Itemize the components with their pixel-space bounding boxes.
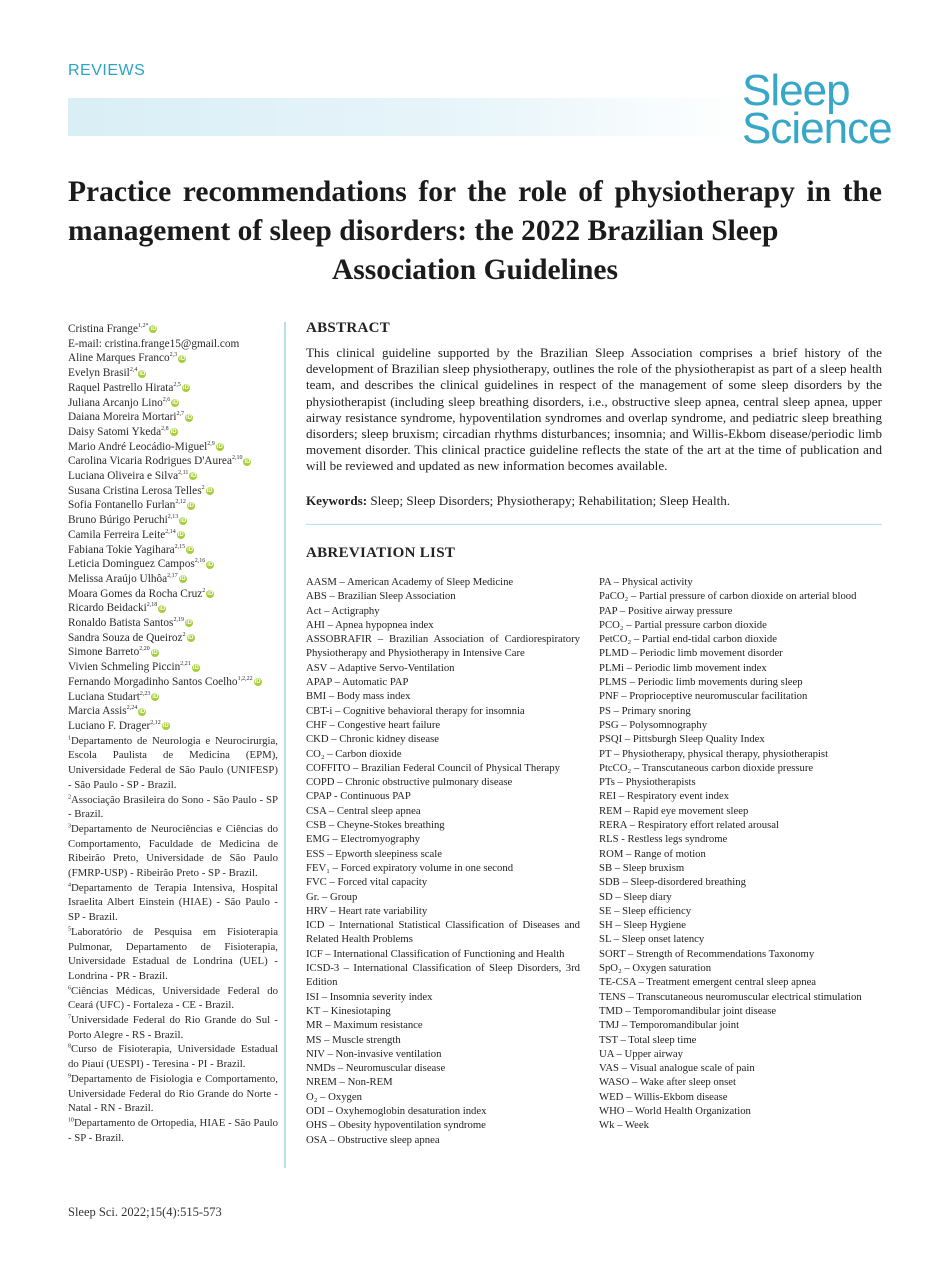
- author-name: [68, 660, 278, 675]
- abbreviation-item: WHO – World Health Organization: [599, 1104, 751, 1117]
- author-affiliation-sup: 2,16: [194, 558, 206, 565]
- author-name: [68, 572, 278, 587]
- affiliation-item: [68, 1116, 278, 1145]
- affiliation-text: Ciências Médicas, Universidade Federal do Ceará (UFC) - Fortaleza - CE - Brazil.: [68, 984, 278, 1012]
- author-name-text: Susana Cristina Lerosa Telles: [68, 484, 202, 497]
- author-name-text: Sandra Souza de Queiroz: [68, 631, 183, 644]
- orcid-icon[interactable]: iD: [151, 649, 158, 656]
- author-affiliation-sup: 2,13: [167, 514, 179, 521]
- orcid-icon[interactable]: iD: [179, 355, 186, 362]
- abbreviation-item: PaCO₂ – Partial pressure of carbon dioxide on arterial blood: [599, 590, 857, 603]
- author-name-text: Aline Marques Franco: [68, 352, 170, 365]
- abbreviation-item: MS – Muscle strength: [306, 1033, 401, 1046]
- author-list: [68, 322, 278, 1145]
- orcid-icon[interactable]: iD: [182, 385, 189, 392]
- orcid-icon[interactable]: iD: [139, 708, 146, 715]
- orcid-icon[interactable]: iD: [207, 561, 214, 568]
- author-name-text: Ricardo Beidacki: [68, 602, 147, 615]
- author-name-text: Fabiana Tokie Yagihara: [68, 543, 175, 556]
- author-name-text: E-mail: cristina.frange15@gmail.com: [68, 337, 240, 350]
- author-affiliation-sup: 2,12: [150, 720, 161, 727]
- author-affiliation-sup: 2,6: [162, 396, 171, 403]
- orcid-icon[interactable]: iD: [206, 488, 213, 495]
- abbreviation-item: Wk – Week: [599, 1119, 649, 1132]
- abbreviation-item: ISI – Insomnia severity index: [306, 990, 433, 1003]
- orcid-icon[interactable]: iD: [180, 517, 187, 524]
- author-name-text: Camila Ferreira Leite: [68, 528, 166, 541]
- affiliation-item: [68, 822, 278, 881]
- abbreviation-item: EMG – Electromyography: [306, 833, 420, 846]
- abbreviation-item: SE – Sleep efficiency: [599, 904, 692, 917]
- abbreviation-item: CSA – Central sleep apnea: [306, 804, 421, 817]
- author-affiliation-sup: 2,19: [173, 617, 184, 624]
- abbreviation-item: COFFITO – Brazilian Federal Council of Physical Therapy: [306, 761, 560, 774]
- abbreviation-item: CO₂ – Carbon dioxide: [306, 747, 402, 760]
- abbreviation-column-2: [599, 575, 872, 1133]
- author-name-text: Bruno Búrigo Peruchi: [68, 514, 168, 527]
- affiliation-number: 9: [68, 1073, 71, 1080]
- author-affiliation-sup: 2,23: [139, 690, 151, 697]
- abbreviation-item: O₂ – Oxygen: [306, 1090, 362, 1103]
- affiliation-item: [68, 1042, 278, 1071]
- abbreviation-item: PA – Physical activity: [599, 576, 693, 588]
- affiliation-text: Associação Brasileira do Sono - São Paulo - SP - Brazil.: [68, 793, 278, 821]
- abbreviation-item: ROM – Range of motion: [599, 847, 706, 860]
- abbreviation-item: PTs – Physiotherapists: [599, 776, 696, 789]
- author-name: [68, 454, 278, 469]
- column-divider: [284, 322, 286, 1168]
- orcid-icon[interactable]: iD: [162, 723, 169, 730]
- author-name: [68, 469, 278, 484]
- author-affiliation-sup: 2: [202, 587, 206, 594]
- abbreviation-item: TENS – Transcutaneous neuromuscular electrical stimulation: [599, 990, 862, 1003]
- author-affiliation-sup: 2,4: [129, 367, 138, 374]
- author-name-text: Leticia Dominguez Campos: [68, 558, 195, 571]
- orcid-icon[interactable]: iD: [187, 546, 194, 553]
- abstract-heading: ABSTRACT: [306, 320, 391, 336]
- affiliation-number: 4: [68, 882, 71, 889]
- abbreviation-item: CBT-i – Cognitive behavioral therapy for insomnia: [306, 704, 525, 717]
- abstract-body: This clinical guideline supported by the Brazilian Sleep Association comprises a brief history of the development of Brazilian sleep physiotherapy, outlines the role of the physiotherapist as part of a sleep health team, and describes the clinical guidelines in respect of the management of some sleep disorders by the physiotherapist (including sleep breathing disorders, i.e., obstructive sleep apnea, central sleep apnea, upper airway resistance syndrome, hypoventilation syndromes and overlap syndrome, and pediatric sleep breathing disorders; sleep bruxism; circadian rhythms disturbances; insomnia; and Willis-Ekbom disease/periodic limb movement disorder. This clinical practice guideline reflects the state of the art at the time of publication and will be reviewed and updated as new information becomes available.: [306, 345, 882, 474]
- author-name: [68, 690, 278, 705]
- author-affiliation-sup: 2: [182, 632, 186, 638]
- abbreviation-item: SpO₂ – Oxygen saturation: [599, 962, 712, 975]
- abbreviation-item: PSQI – Pittsburgh Sleep Quality Index: [599, 733, 765, 746]
- author-name: [68, 587, 278, 602]
- author-name: [68, 425, 278, 440]
- author-name-text: Moara Gomes da Rocha Cruz: [68, 587, 203, 600]
- author-affiliation-sup: 2,18: [146, 602, 158, 609]
- affiliation-item: [68, 925, 278, 984]
- affiliation-item: [68, 881, 278, 925]
- author-name: [68, 322, 278, 337]
- abbreviation-item: ICD – International Statistical Classification of Diseases and Related Health Problems: [306, 919, 580, 946]
- orcid-icon[interactable]: iD: [139, 370, 146, 377]
- abbreviation-heading: ABREVIATION LIST: [306, 545, 456, 561]
- author-name-text: Daiana Moreira Mortari: [68, 411, 177, 424]
- orcid-icon[interactable]: iD: [187, 502, 194, 509]
- article-title: [68, 173, 882, 290]
- abbreviation-item: TE-CSA – Treatment emergent central sleep apnea: [599, 976, 817, 989]
- journal-logo-line1: Sleep: [742, 66, 850, 115]
- author-name: [68, 366, 278, 381]
- author-name-text: Sofia Fontanello Furlan: [68, 499, 176, 512]
- author-name: [68, 704, 278, 719]
- author-affiliation-sup: 1,2*: [137, 323, 149, 330]
- author-name: [68, 675, 278, 690]
- abbreviation-item: OHS – Obesity hypoventilation syndrome: [306, 1119, 486, 1132]
- orcid-icon[interactable]: iD: [207, 591, 214, 598]
- author-affiliation-sup: 2: [201, 484, 205, 491]
- abbreviation-item: CSB – Cheyne-Stokes breathing: [306, 819, 445, 832]
- abbreviation-item: AHI – Apnea hypopnea index: [306, 618, 434, 631]
- author-name-text: Marcia Assis: [68, 705, 127, 718]
- affiliation-number: 6: [68, 985, 71, 992]
- abbreviation-item: PLMD – Periodic limb movement disorder: [599, 647, 783, 660]
- abbreviation-item: Act – Actigraphy: [306, 604, 380, 617]
- affiliation-text: Departamento de Ortopedia, HIAE - São Paulo - SP - Brazil.: [68, 1116, 278, 1144]
- abbreviation-item: PT – Physiotherapy, physical therapy, physiotherapist: [599, 747, 829, 760]
- author-name: [68, 616, 278, 631]
- affiliation-list: [68, 734, 278, 1146]
- affiliation-text: Departamento de Neurociências e Ciências do Comportamento, Faculdade de Medicina de Ribeirão Preto, Universidade de São Paulo (FMRP-USP) - Ribeirão Preto - SP - Brazil.: [68, 822, 278, 880]
- affiliation-text: Curso de Fisioterapia, Universidade Estadual do Piauí (UESPI) - Teresina - PI - Brazil.: [68, 1043, 278, 1071]
- abbreviation-item: CKD – Chronic kidney disease: [306, 733, 439, 746]
- author-name: [68, 484, 278, 499]
- author-affiliation-sup: 2,3: [169, 352, 178, 359]
- author-name-text: Luciano F. Drager: [68, 719, 151, 732]
- abbreviation-item: PCO₂ – Partial pressure carbon dioxide: [599, 618, 767, 631]
- abbreviation-item: BMI – Body mass index: [306, 690, 411, 703]
- author-name: [68, 528, 278, 543]
- abbreviation-item: ASSOBRAFIR – Brazilian Association of Cardiorespiratory Physiotherapy and Physiotherapy in Intensive Care: [306, 633, 580, 660]
- section-divider: [306, 524, 882, 525]
- affiliation-text: Departamento de Neurologia e Neurocirurgia, Escola Paulista de Medicina (EPM), Universidade Federal de São Paulo (UNIFESP) - São Paulo - SP - Brazil.: [68, 734, 278, 791]
- affiliation-number: 1: [68, 735, 71, 742]
- affiliation-text: Universidade Federal do Rio Grande do Sul - Porto Alegre - RS - Brazil.: [68, 1014, 278, 1041]
- author-name: [68, 557, 278, 572]
- author-affiliation-sup: 2,12: [175, 499, 186, 506]
- author-name-text: Cristina Frange: [68, 323, 138, 335]
- author-name: [68, 631, 278, 646]
- orcid-icon[interactable]: iD: [170, 429, 177, 436]
- affiliation-item: [68, 734, 278, 793]
- abbreviation-item: SD – Sleep diary: [599, 890, 672, 903]
- abbreviation-item: ASV – Adaptive Servo-Ventilation: [306, 661, 455, 674]
- author-name: [68, 543, 278, 558]
- abbreviation-item: NREM – Non-REM: [306, 1076, 393, 1089]
- abbreviation-item: PtcCO₂ – Transcutaneous carbon dioxide pressure: [599, 761, 814, 774]
- author-affiliation-sup: 2,24: [126, 705, 138, 712]
- abbreviation-item: RLS - Restless legs syndrome: [599, 833, 728, 846]
- author-name-text: Fernando Morgadinho Santos Coelho: [68, 675, 238, 688]
- abbreviation-item: FEV₁ – Forced expiratory volume in one second: [306, 861, 514, 874]
- article-title-last: Association Guidelines: [331, 254, 619, 286]
- orcid-icon[interactable]: iD: [172, 399, 179, 406]
- author-name-text: Ronaldo Batista Santos: [68, 617, 174, 630]
- affiliation-item: [68, 1013, 278, 1042]
- author-name-text: Daisy Satomi Ykeda: [68, 425, 162, 438]
- affiliation-number: 10: [68, 1117, 74, 1124]
- abbreviation-item: TMD – Temporomandibular joint disease: [599, 1004, 777, 1017]
- author-name: [68, 513, 278, 528]
- orcid-icon[interactable]: iD: [185, 620, 192, 627]
- citation-footer: Sleep Sci. 2022;15(4):515-573: [68, 1205, 222, 1219]
- abbreviation-item: APAP – Automatic PAP: [306, 676, 409, 689]
- abbreviation-item: VAS – Visual analogue scale of pain: [599, 1062, 755, 1075]
- abbreviation-item: PNF – Proprioceptive neuromuscular facilitation: [599, 690, 808, 703]
- abbreviation-item: PetCO₂ – Partial end-tidal carbon dioxide: [599, 633, 777, 646]
- orcid-icon[interactable]: iD: [150, 326, 157, 333]
- affiliation-text: Departamento de Terapia Intensiva, Hospital Israelita Albert Einstein (HIAE) - São Paulo - SP - Brazil.: [68, 881, 278, 924]
- abbreviation-item: OSA – Obstructive sleep apnea: [306, 1133, 440, 1146]
- abbreviation-item: NIV – Non-invasive ventilation: [306, 1047, 442, 1060]
- abbreviation-column-1: [306, 575, 580, 1147]
- abbreviation-item: PLMi – Periodic limb movement index: [599, 661, 767, 674]
- author-affiliation-sup: 2,9: [207, 440, 215, 447]
- author-name-text: Luciana Oliveira e Silva: [68, 470, 179, 483]
- author-affiliation-sup: 2,7: [176, 411, 185, 418]
- keywords-label: Keywords:: [306, 493, 368, 508]
- abbreviation-item: ABS – Brazilian Sleep Association: [306, 590, 456, 603]
- affiliation-item: [68, 1072, 278, 1116]
- author-affiliation-sup: 2,8: [161, 426, 169, 433]
- affiliation-number: 7: [68, 1014, 71, 1021]
- author-name-text: Raquel Pastrello Hirata: [68, 381, 174, 394]
- abbreviation-item: WED – Willis-Ekbom disease: [599, 1090, 728, 1103]
- author-lines: [68, 322, 278, 734]
- author-name: [68, 381, 278, 396]
- author-name: [68, 351, 278, 366]
- author-affiliation-sup: 2,11: [178, 470, 189, 477]
- author-name-text: Mario André Leocádio-Miguel: [68, 440, 208, 453]
- author-affiliation-sup: 2,5: [173, 382, 181, 389]
- author-name-text: Luciana Studart: [68, 690, 140, 703]
- author-affiliation-sup: 2,14: [165, 529, 176, 536]
- author-affiliation-sup: 2,17: [167, 573, 178, 580]
- abbreviation-item: ICF – International Classification of Functioning and Health: [306, 947, 565, 960]
- abbreviation-item: ICSD-3 – International Classification of Sleep Disorders, 3rd Edition: [306, 962, 580, 989]
- abbreviation-item: REI – Respiratory event index: [599, 790, 729, 803]
- affiliation-number: 5: [68, 926, 71, 933]
- author-name-text: Juliana Arcanjo Lino: [68, 396, 163, 409]
- orcid-icon[interactable]: iD: [159, 605, 166, 612]
- journal-logo-line2: Science: [742, 104, 892, 153]
- author-affiliation-sup: 2,15: [174, 543, 186, 550]
- affiliation-number: 8: [68, 1043, 71, 1050]
- abbreviation-item: SH – Sleep Hygiene: [599, 919, 686, 932]
- abbreviation-item: CPAP - Continuous PAP: [306, 790, 411, 803]
- section-label: REVIEWS: [68, 62, 146, 79]
- abbreviation-item: SL – Sleep onset latency: [599, 933, 705, 946]
- header-band: [68, 98, 748, 136]
- orcid-icon[interactable]: iD: [187, 635, 194, 642]
- author-name: [68, 410, 278, 425]
- orcid-icon[interactable]: iD: [186, 414, 193, 421]
- abbreviation-item: TST – Total sleep time: [599, 1033, 697, 1046]
- orcid-icon[interactable]: iD: [190, 473, 197, 480]
- orcid-icon[interactable]: iD: [152, 693, 159, 700]
- abbreviation-item: FVC – Forced vital capacity: [306, 876, 428, 889]
- author-name-text: Melissa Araújo Ulhôa: [68, 572, 168, 585]
- abbreviation-item: KT – Kinesiotaping: [306, 1004, 391, 1017]
- abbreviation-item: PAP – Positive airway pressure: [599, 604, 733, 617]
- abbreviation-item: WASO – Wake after sleep onset: [599, 1076, 736, 1089]
- abbreviation-item: Gr. – Group: [306, 890, 358, 903]
- affiliation-text: Laboratório de Pesquisa em Fisioterapia Pulmonar, Departamento de Fisioterapia, Universidade Estadual de Londrina (UEL) - Londrina - PR - Brazil.: [68, 925, 278, 982]
- abbreviation-item: AASM – American Academy of Sleep Medicine: [306, 576, 514, 588]
- affiliation-text: Departamento de Fisiologia e Comportamento, Universidade Federal do Rio Grande do Norte - Natal - RN - Brazil.: [68, 1072, 278, 1115]
- orcid-icon[interactable]: iD: [179, 576, 186, 583]
- author-name: [68, 498, 278, 513]
- article-title-main: Practice recommendations for the role of physiotherapy in the management of sleep disorders: the 2022 Brazilian Sleep: [68, 176, 882, 247]
- affiliation-item: [68, 984, 278, 1013]
- author-name-text: Vivien Schmeling Piccin: [68, 661, 181, 674]
- abbreviation-item: PS – Primary snoring: [599, 704, 691, 717]
- journal-logo: [742, 66, 892, 153]
- abbreviation-item: SDB – Sleep-disordered breathing: [599, 876, 746, 889]
- author-name: [68, 440, 278, 455]
- abbreviation-item: PSG – Polysomnography: [599, 718, 708, 731]
- abbreviation-item: TMJ – Temporomandibular joint: [599, 1019, 740, 1032]
- abbreviation-item: UA – Upper airway: [599, 1047, 683, 1060]
- abbreviation-item: PLMS – Periodic limb movements during sleep: [599, 676, 803, 689]
- abbreviation-item: SB – Sleep bruxism: [599, 861, 685, 874]
- author-name: [68, 719, 278, 734]
- author-email[interactable]: [68, 337, 278, 352]
- affiliation-number: 3: [68, 823, 71, 830]
- abbreviation-item: MR – Maximum resistance: [306, 1019, 423, 1032]
- abbreviation-item: CHF – Congestive heart failure: [306, 718, 441, 731]
- abbreviation-item: REM – Rapid eye movement sleep: [599, 804, 749, 817]
- keywords-text: Sleep; Sleep Disorders; Physiotherapy; Rehabilitation; Sleep Health.: [370, 493, 731, 508]
- abbreviation-item: ESS – Epworth sleepiness scale: [306, 847, 442, 860]
- abbreviation-item: SORT – Strength of Recommendations Taxonomy: [599, 947, 815, 960]
- author-name-text: Carolina Vicaria Rodrigues D'Aurea: [68, 455, 232, 468]
- orcid-icon[interactable]: iD: [177, 532, 184, 539]
- author-affiliation-sup: 2,20: [139, 646, 150, 653]
- affiliation-number: 2: [68, 793, 71, 800]
- keywords: [306, 493, 882, 509]
- affiliation-item: [68, 793, 278, 822]
- abbreviation-item: NMDs – Neuromuscular disease: [306, 1062, 446, 1075]
- orcid-icon[interactable]: iD: [216, 444, 223, 451]
- abbreviation-item: COPD – Chronic obstructive pulmonary disease: [306, 776, 513, 789]
- author-affiliation-sup: 2,10: [231, 455, 243, 462]
- orcid-icon[interactable]: iD: [254, 679, 261, 686]
- abbreviation-item: ODI – Oxyhemoglobin desaturation index: [306, 1104, 487, 1117]
- author-name: [68, 645, 278, 660]
- author-name-text: Evelyn Brasil: [68, 367, 130, 380]
- author-name-text: Simone Barreto: [68, 646, 140, 659]
- orcid-icon[interactable]: iD: [192, 664, 199, 671]
- author-name: [68, 396, 278, 411]
- orcid-icon[interactable]: iD: [244, 458, 251, 465]
- abbreviation-item: RERA – Respiratory effort related arousal: [599, 819, 779, 832]
- abbreviation-item: HRV – Heart rate variability: [306, 904, 428, 917]
- author-name: [68, 601, 278, 616]
- author-affiliation-sup: 1,2,22: [237, 676, 253, 683]
- author-affiliation-sup: 2,21: [180, 661, 191, 668]
